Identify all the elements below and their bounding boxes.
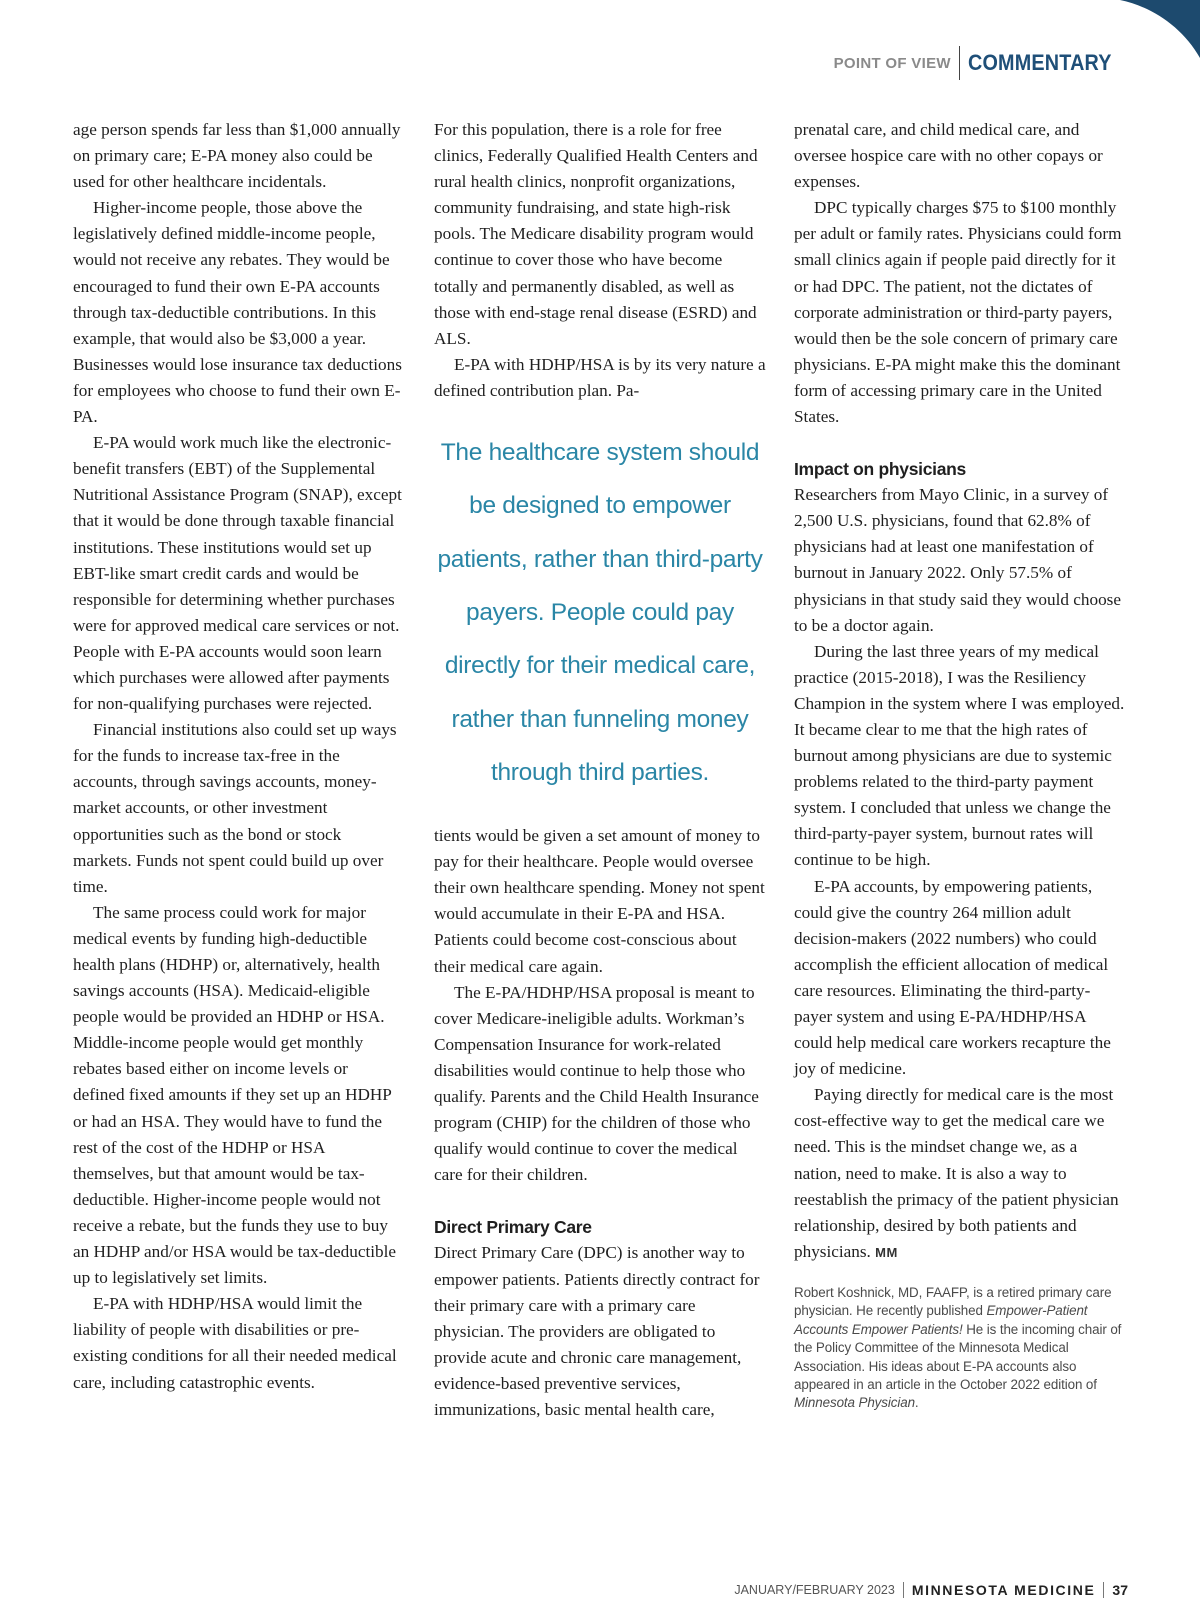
- body-paragraph: For this population, there is a role for free clinics, Federally Qualified Health Centers and rural health clinics, nonprofit organizations, community fundraising, and state high-risk pools. The Medicare disability program would continue to cover those who have become totally and permanently disabled, as well as those with end-stage renal disease (ESRD) and ALS.: [434, 120, 758, 348]
- page-footer: [734, 1582, 1128, 1598]
- body-paragraph: E-PA with HDHP/HSA would limit the liability of people with disabilities or pre-existing conditions for all their needed medical care, including catastrophic events.: [73, 1294, 397, 1392]
- pull-quote: The healthcare system should be designed to empower patients, rather than third-party payers. People could pay directly for their medical care, rather than funneling money through third parties.: [437, 439, 763, 786]
- body-paragraph: DPC typically charges $75 to $100 monthly per adult or family rates. Physicians could form small clinics again if people paid directly for it or had DPC. The patient, not the dictates of corporate administration or third-party payers, would then be the sole concern of primary care physicians. E-PA might make this the dominant form of accessing primary care in the United States.: [794, 198, 1122, 427]
- body-paragraph: The E-PA/HDHP/HSA proposal is meant to cover Medicare-ineligible adults. Workman’s Compensation Insurance for work-related disabilities would continue to help those who qualify. Parents and the Child Health Insurance program (CHIP) for the children of those who qualify would continue to cover the medical care for their children.: [434, 982, 759, 1185]
- magazine-name: MINNESOTA MEDICINE: [911, 1582, 1096, 1598]
- body-paragraph: Financial institutions also could set up ways for the funds to increase tax-free in the accounts, through savings accounts, money-market accounts, or other investment opportunities such as the bond or stock markets. Funds not spent could build up over time.: [73, 720, 397, 896]
- body-paragraph: Researchers from Mayo Clinic, in a survey of 2,500 U.S. physicians, found that 62.8% of physicians had at least one manifestation of burnout in January 2022. Only 57.5% of physicians in that study said they would choose to be a doctor again.: [794, 485, 1121, 635]
- page-header: [834, 46, 1128, 80]
- footer-divider: [1103, 1582, 1104, 1598]
- body-paragraph: E-PA would work much like the electronic-benefit transfers (EBT) of the Supplemental Nutritional Assistance Program (SNAP), except that it would be done through taxable financial institutions. These institutions would set up EBT-like smart credit cards and would be responsible for determining whether purchases were for approved medical care services or not. People with E-PA accounts would soon learn which purchases were allowed after payments for non-qualifying purchases were rejected.: [73, 433, 402, 714]
- body-paragraph: The same process could work for major medical events by funding high-deductible health plans (HDHP) or, alternatively, health savings accounts (HSA). Medicaid-eligible people would be provided an HDHP or HSA. Middle-income people would get monthly rebates based either on income levels or defined fixed amounts if they set up an HDHP or had an HSA. They would have to fund the rest of the cost of the HDHP or HSA themselves, but that amount would be tax-deductible. Higher-income people would not receive a rebate, but the funds they use to buy an HDHP and/or HSA would be tax-deductible up to legislatively set limits.: [73, 902, 397, 1288]
- bio-book-title: Empower-Patient Accounts Empower Patients!: [794, 1303, 1088, 1337]
- bio-publication-title: Minnesota Physician: [794, 1395, 915, 1411]
- category-label: COMMENTARY: [968, 50, 1113, 75]
- header-divider: [959, 46, 961, 80]
- body-paragraph: Direct Primary Care (DPC) is another way to empower patients. Patients directly contract for their primary care with a primary care physician. The providers are obligated to provide acute and chronic care management, evidence-based preventive services, immunizations, basic mental health care,: [434, 1243, 760, 1419]
- article-column-3: [794, 117, 1128, 1413]
- final-paragraph-text: Paying directly for medical care is the most cost-effective way to get the medical care we need. This is the mindset change we, as a nation, need to make. It is also a way to reestablish the primacy of the patient physician relationship, desired by both patients and physicians.: [794, 1085, 1119, 1261]
- end-mark: MM: [875, 1244, 898, 1260]
- bio-text-1: Robert Koshnick, MD, FAAFP, is a retired primary care physician. He recently published: [794, 1284, 1112, 1319]
- bio-text-3: .: [914, 1395, 919, 1411]
- body-paragraph-final: [794, 1082, 1128, 1266]
- body-paragraph: E-PA accounts, by empowering patients, could give the country 264 million adult decision-makers (2022 numbers) who could accomplish the efficient allocation of medical care resources. Eliminating the third-party-payer system and using E-PA/HDHP/HSA could help medical care workers recapture the joy of medicine.: [794, 876, 1111, 1079]
- body-paragraph: tients would be given a set amount of money to pay for their healthcare. People would oversee their own healthcare spending. Money not spent would accumulate in their E-PA and HSA. Patients could become cost-conscious about their medical care again.: [434, 826, 765, 976]
- body-paragraph: Higher-income people, those above the legislatively defined middle-income people, would not receive any rebates. They would be encouraged to fund their own E-PA accounts through tax-deductible contributions. In this example, that would also be $3,000 a year. Businesses would lose insurance tax deductions for employees who choose to fund their own E-PA.: [73, 198, 402, 427]
- author-bio: [794, 1284, 1128, 1413]
- bio-text-2: He is the incoming chair of the Policy Committee of the Minnesota Medical Association. His ideas about E-PA accounts also appeared in an article in the October 2022 edition of: [794, 1321, 1122, 1392]
- body-paragraph: E-PA with HDHP/HSA is by its very nature a defined contribution plan. Pa-: [434, 354, 766, 400]
- footer-divider: [903, 1582, 904, 1598]
- subheading-direct-primary-care: Direct Primary Care: [434, 1217, 592, 1238]
- body-paragraph: age person spends far less than $1,000 annually on primary care; E-PA money also could be used for other healthcare incidentals.: [73, 120, 401, 192]
- section-label: POINT OF VIEW: [833, 54, 951, 72]
- article-column-2: [434, 117, 766, 1423]
- page-number: 37: [1112, 1582, 1128, 1598]
- subheading-impact-on-physicians: Impact on physicians: [794, 459, 966, 480]
- body-paragraph: prenatal care, and child medical care, and oversee hospice care with no other copays or expenses.: [794, 120, 1103, 192]
- article-column-1: [73, 117, 403, 1396]
- issue-date: JANUARY/FEBRUARY 2023: [734, 1583, 895, 1597]
- body-paragraph: During the last three years of my medical practice (2015-2018), I was the Resiliency Champion in the system where I was employed. It became clear to me that the high rates of burnout among physicians are due to systemic problems related to the third-party payment system. I concluded that unless we change the third-party-payer system, burnout rates will continue to be high.: [794, 641, 1125, 870]
